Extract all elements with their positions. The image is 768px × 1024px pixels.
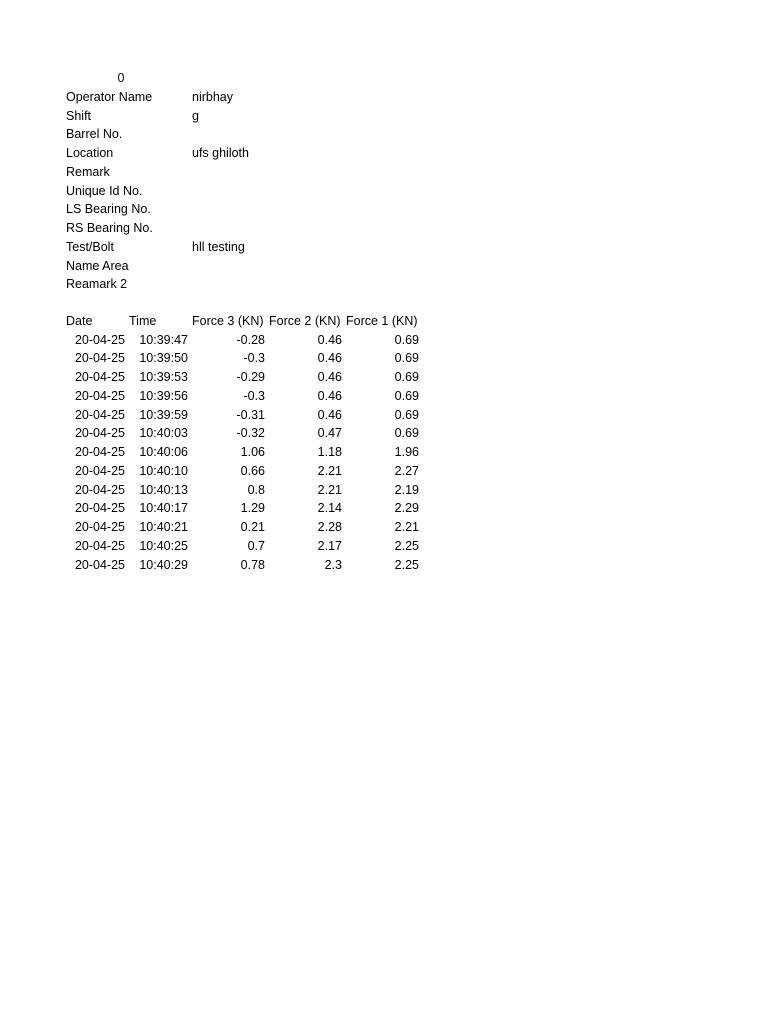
cell-time: 10:39:50 xyxy=(139,351,188,366)
cell-force-1: 2.25 xyxy=(394,557,419,572)
cell-force-3: 0.78 xyxy=(240,557,265,572)
info-value: ufs ghiloth xyxy=(192,146,249,160)
cell-force-1: 0.69 xyxy=(394,351,419,366)
cell-time: 10:39:53 xyxy=(139,370,188,384)
cell-force-3: -0.3 xyxy=(243,388,265,403)
cell-force-3: 1.29 xyxy=(240,501,265,516)
cell-force-2: 0.46 xyxy=(317,351,342,366)
cell-force-1: 2.27 xyxy=(394,463,419,478)
column-header-time: Time xyxy=(129,313,157,328)
cell-force-1: 0.69 xyxy=(394,388,419,403)
info-value xyxy=(192,163,332,181)
cell-date: 20-04-25 xyxy=(74,426,125,441)
cell-date: 20-04-25 xyxy=(74,332,125,347)
cell-date: 20-04-25 xyxy=(74,445,125,459)
info-value: hll testing xyxy=(192,239,245,254)
cell-force-2: 0.46 xyxy=(317,388,342,403)
info-value xyxy=(192,219,332,237)
cell-force-2: 2.3 xyxy=(324,557,342,572)
cell-force-2: 0.46 xyxy=(317,332,342,347)
cell-force-2: 0.46 xyxy=(317,370,342,384)
cell-force-1: 1.96 xyxy=(394,445,419,459)
cell-time: 10:39:59 xyxy=(139,407,188,422)
cell-force-3: -0.31 xyxy=(236,407,265,422)
column-header-force-1: Force 1 (KN) xyxy=(346,313,418,328)
cell-force-3: 0.66 xyxy=(240,463,265,478)
cell-force-3: -0.28 xyxy=(236,332,265,347)
info-value: nirbhay xyxy=(192,89,233,104)
column-header-force-3: Force 3 (KN) xyxy=(192,313,264,328)
cell-time: 10:39:47 xyxy=(139,332,188,347)
info-label: Location xyxy=(66,146,114,160)
cell-force-1: 2.19 xyxy=(394,482,419,497)
info-label: Reamark 2 xyxy=(66,277,128,292)
cell-date: 20-04-25 xyxy=(74,520,125,534)
info-value xyxy=(192,275,332,293)
cell-date: 20-04-25 xyxy=(74,370,125,384)
cell-force-1: 0.69 xyxy=(394,332,419,347)
info-label: Unique Id No. xyxy=(66,183,143,198)
info-label: RS Bearing No. xyxy=(66,221,153,235)
cell-force-1: 0.69 xyxy=(394,370,419,384)
cell-date: 20-04-25 xyxy=(74,351,125,366)
info-value xyxy=(192,200,332,218)
cell-time: 10:40:10 xyxy=(139,463,188,478)
cell-time: 10:40:06 xyxy=(139,445,188,459)
cell-date: 20-04-25 xyxy=(74,388,125,403)
cell-force-2: 0.47 xyxy=(317,426,342,441)
cell-force-2: 2.14 xyxy=(317,501,342,516)
header-value: 0 xyxy=(117,71,125,85)
info-label: Operator Name xyxy=(66,89,153,104)
cell-force-3: 0.7 xyxy=(247,538,265,553)
cell-date: 20-04-25 xyxy=(74,407,125,422)
info-label: Shift xyxy=(66,108,92,123)
cell-date: 20-04-25 xyxy=(74,557,125,572)
cell-time: 10:40:21 xyxy=(139,520,188,534)
cell-date: 20-04-25 xyxy=(74,538,125,553)
cell-time: 10:40:13 xyxy=(139,482,188,497)
cell-force-3: 0.21 xyxy=(240,520,265,534)
cell-force-3: 1.06 xyxy=(240,445,265,459)
cell-force-3: -0.3 xyxy=(243,351,265,366)
cell-time: 10:40:29 xyxy=(139,557,188,572)
cell-time: 10:40:17 xyxy=(139,501,188,516)
info-label: LS Bearing No. xyxy=(66,202,151,217)
info-value xyxy=(192,257,332,275)
cell-force-2: 2.21 xyxy=(317,482,342,497)
column-header-date: Date xyxy=(66,313,93,328)
cell-force-1: 2.29 xyxy=(394,501,419,516)
cell-force-1: 0.69 xyxy=(394,407,419,422)
cell-force-1: 2.21 xyxy=(394,520,419,534)
column-header-force-2: Force 2 (KN) xyxy=(269,313,341,328)
cell-force-3: -0.32 xyxy=(236,426,265,441)
info-label: Name Area xyxy=(66,258,129,273)
cell-date: 20-04-25 xyxy=(74,501,125,516)
cell-force-2: 0.46 xyxy=(317,407,342,422)
cell-force-1: 2.25 xyxy=(394,538,419,553)
cell-date: 20-04-25 xyxy=(74,463,125,478)
info-label: Barrel No. xyxy=(66,127,123,142)
cell-date: 20-04-25 xyxy=(74,482,125,497)
cell-force-3: 0.8 xyxy=(247,482,265,497)
cell-time: 10:40:03 xyxy=(139,426,188,441)
cell-force-2: 2.17 xyxy=(317,538,342,553)
cell-time: 10:40:25 xyxy=(139,538,188,553)
cell-force-2: 2.28 xyxy=(317,520,342,534)
info-label: Remark xyxy=(66,164,110,179)
cell-force-2: 2.21 xyxy=(317,463,342,478)
info-value: g xyxy=(192,108,199,123)
info-value xyxy=(192,182,332,200)
info-label: Test/Bolt xyxy=(66,239,114,254)
cell-force-1: 0.69 xyxy=(394,426,419,441)
cell-time: 10:39:56 xyxy=(139,388,188,403)
cell-force-2: 1.18 xyxy=(317,445,342,459)
info-value xyxy=(192,125,332,143)
cell-force-3: -0.29 xyxy=(236,370,265,384)
